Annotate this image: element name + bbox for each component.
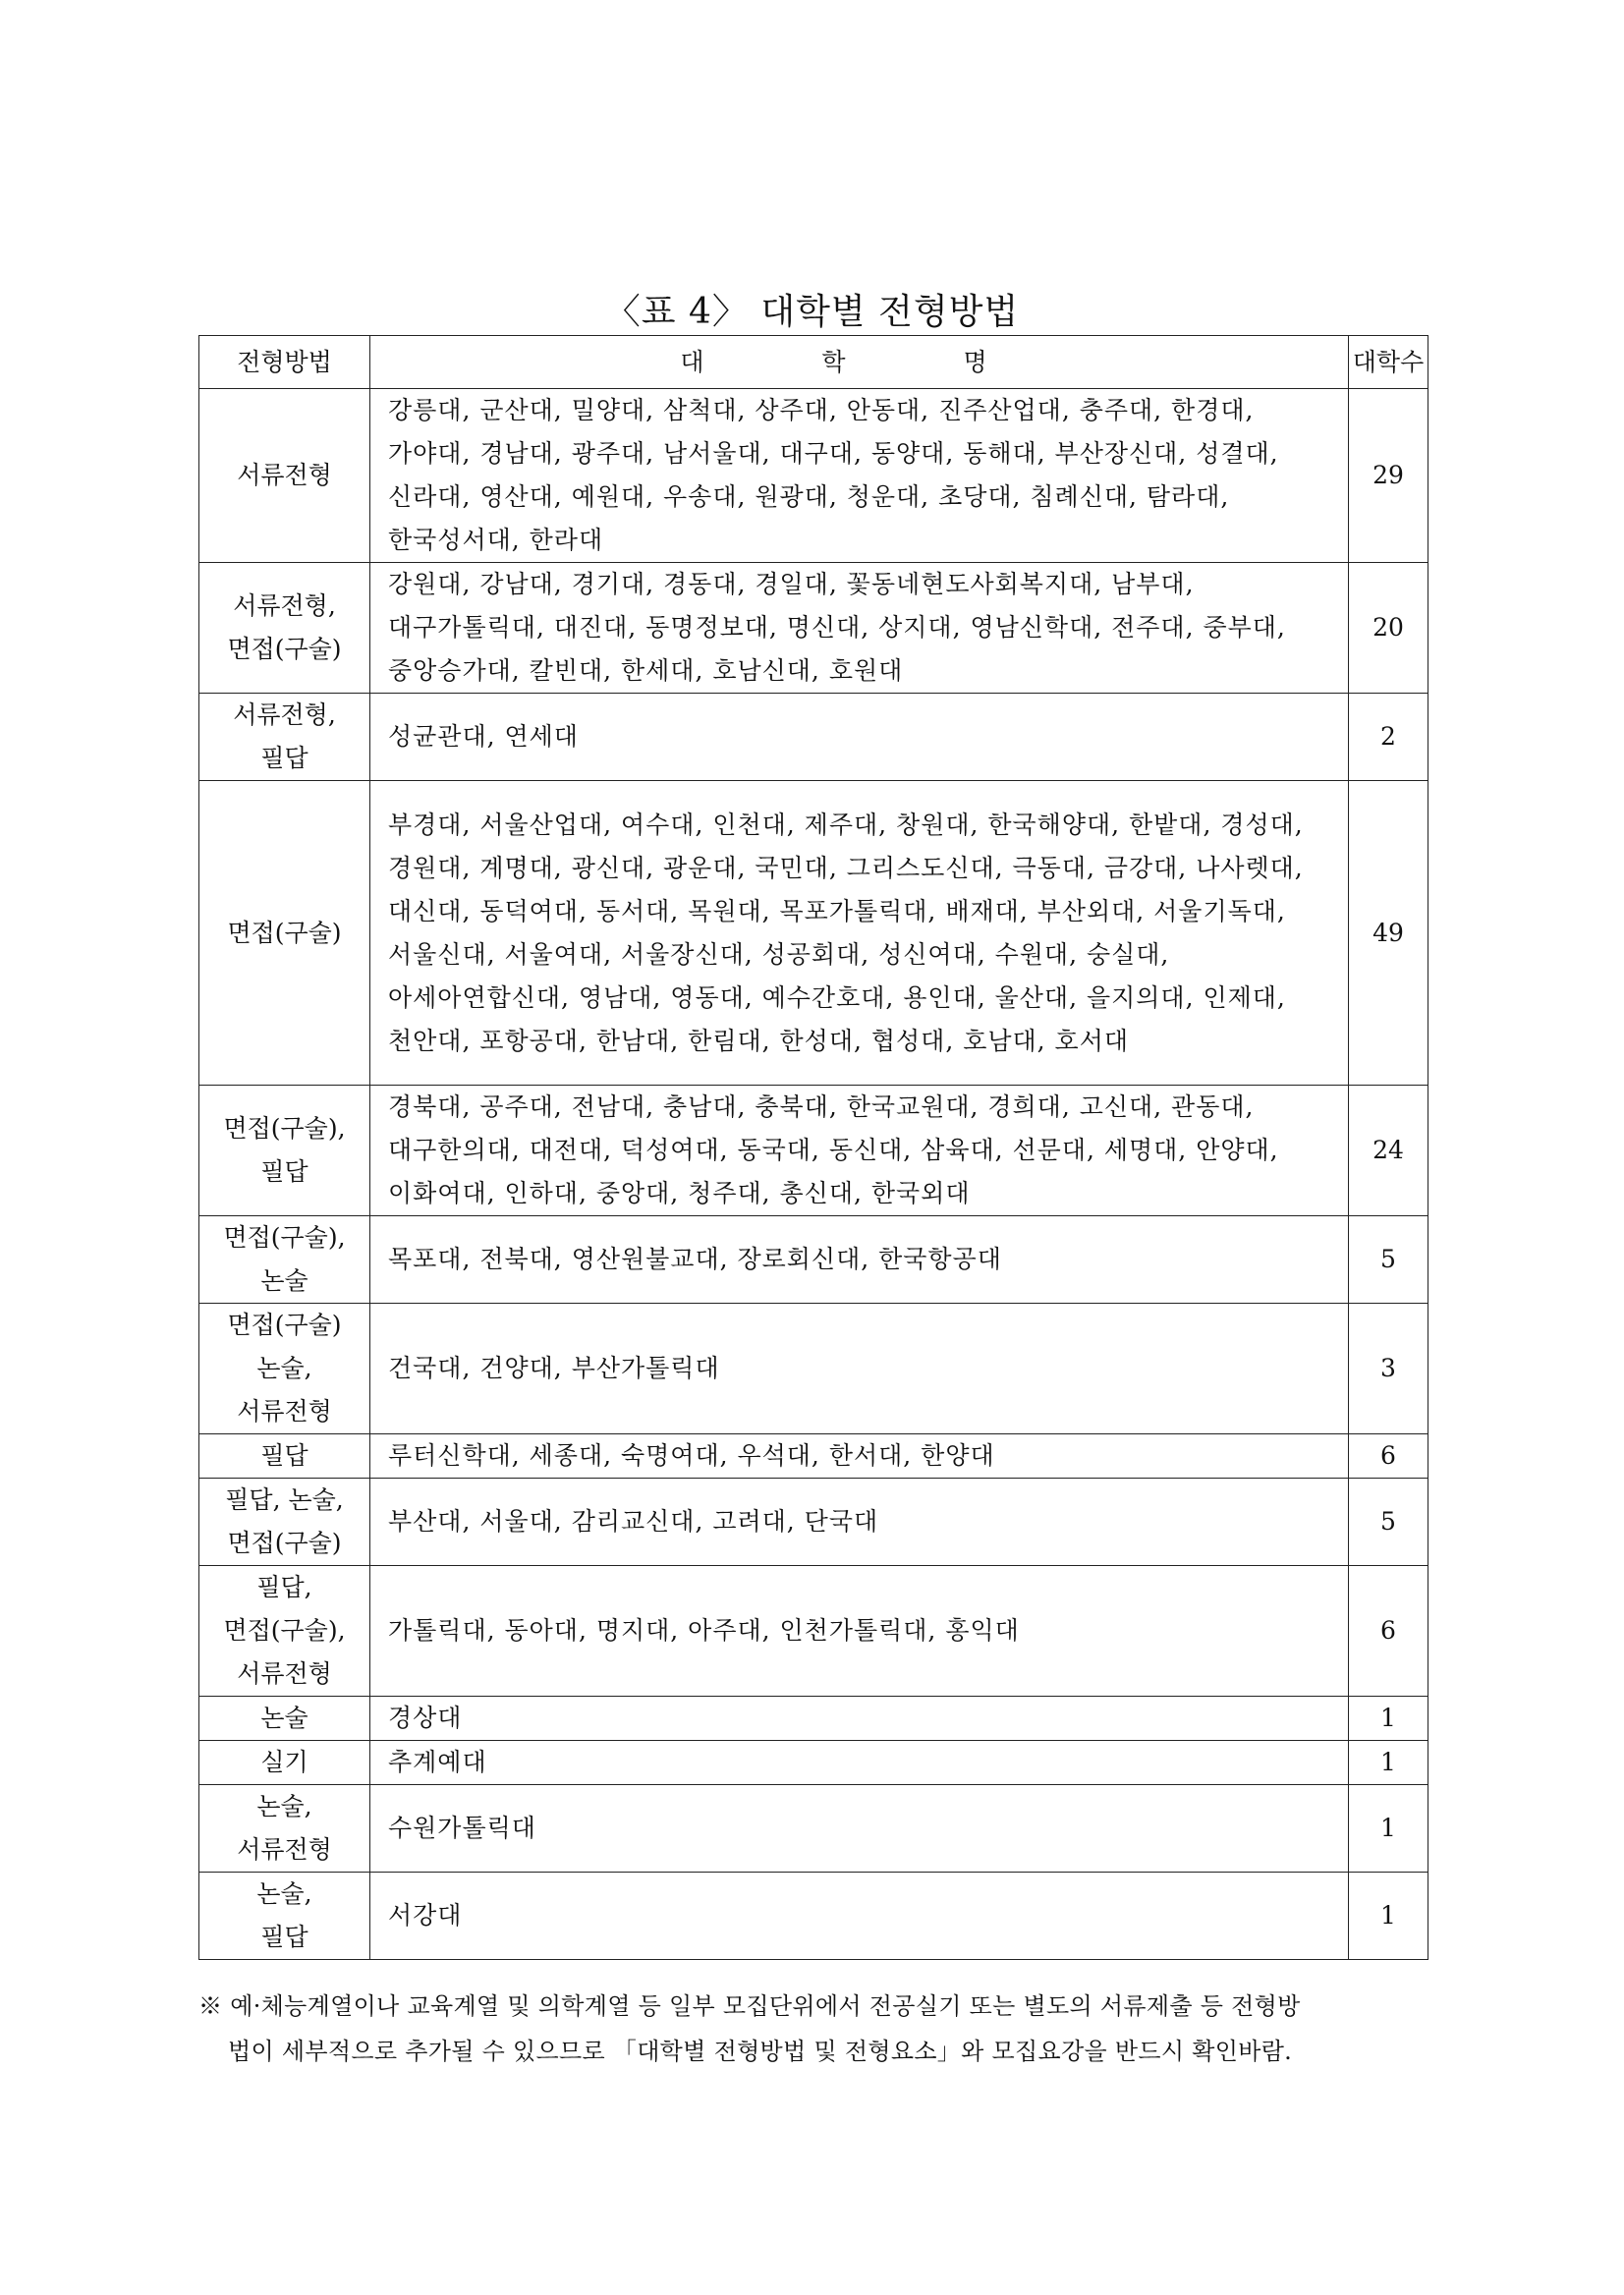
cell-count: 29 [1349, 389, 1428, 563]
method-line: 면접(구술) [227, 1311, 342, 1339]
cell-universities: 루터신학대, 세종대, 숙명여대, 우석대, 한서대, 한양대 [370, 1434, 1349, 1479]
method-line: 면접(구술), [223, 1114, 346, 1143]
method-line: 논술, [256, 1354, 312, 1382]
method-line: 서류전형 [237, 1659, 332, 1688]
method-line: 면접(구술) [227, 635, 342, 663]
table-row [199, 1566, 1428, 1697]
method-line: 서류전형, [233, 591, 336, 620]
table-row [199, 1304, 1428, 1434]
cell-universities: 성균관대, 연세대 [370, 694, 1349, 781]
header-method: 전형방법 [199, 336, 370, 389]
cell-count: 6 [1349, 1566, 1428, 1697]
table-row [199, 781, 1428, 1086]
method-line: 논술 [260, 1266, 308, 1295]
table-row [199, 389, 1428, 563]
method-line: 서류전형 [237, 1397, 332, 1426]
method-line: 논술, [256, 1792, 312, 1820]
table-row [199, 563, 1428, 694]
cell-method [199, 389, 370, 563]
footnote-line-1: ※ 예·체능계열이나 교육계열 및 의학계열 등 일부 모집단위에서 전공실기 또는 별도의 서류제출 등 전형방 [198, 1992, 1301, 2020]
cell-count: 5 [1349, 1216, 1428, 1304]
table-body [199, 389, 1428, 1960]
method-line: 논술 [260, 1704, 308, 1732]
cell-method [199, 1785, 370, 1873]
cell-universities: 서강대 [370, 1873, 1349, 1960]
method-line: 논술, [256, 1879, 312, 1908]
header-university: 대 학 명 [370, 336, 1349, 389]
table-row [199, 1479, 1428, 1566]
cell-universities: 강원대, 강남대, 경기대, 경동대, 경일대, 꽃동네현도사회복지대, 남부대, 대구가톨릭대, 대진대, 동명정보대, 명신대, 상지대, 영남신학대, 전주대, 중부대, 중앙승가대, 칼빈대, 한세대, 호남신대, 호원대 [370, 563, 1349, 694]
method-line: 서류전형 [237, 461, 332, 489]
method-line: 실기 [260, 1748, 308, 1776]
table-row [199, 1216, 1428, 1304]
cell-method [199, 1086, 370, 1216]
cell-count: 6 [1349, 1434, 1428, 1479]
table-header-row [199, 336, 1428, 389]
table-row [199, 1086, 1428, 1216]
method-line: 필답 [260, 744, 308, 772]
table-row [199, 1697, 1428, 1741]
cell-method [199, 1479, 370, 1566]
cell-method [199, 1434, 370, 1479]
method-line: 면접(구술) [227, 1529, 342, 1557]
table-row [199, 1873, 1428, 1960]
cell-universities: 경상대 [370, 1697, 1349, 1741]
method-line: 필답 [260, 1157, 308, 1186]
cell-count: 1 [1349, 1785, 1428, 1873]
cell-method [199, 563, 370, 694]
cell-universities: 경북대, 공주대, 전남대, 충남대, 충북대, 한국교원대, 경희대, 고신대, 관동대, 대구한의대, 대전대, 덕성여대, 동국대, 동신대, 삼육대, 선문대, 세명대, 안양대, 이화여대, 인하대, 중앙대, 청주대, 총신대, 한국외대 [370, 1086, 1349, 1216]
table-row [199, 694, 1428, 781]
method-line: 필답 [260, 1441, 308, 1470]
table-row [199, 1741, 1428, 1785]
table-title: 〈표 4〉 대학별 전형방법 [604, 292, 1020, 332]
cell-universities: 수원가톨릭대 [370, 1785, 1349, 1873]
admission-method-table [198, 335, 1428, 1960]
method-line: 서류전형 [237, 1835, 332, 1864]
method-line: 면접(구술), [223, 1616, 346, 1645]
cell-count: 24 [1349, 1086, 1428, 1216]
method-line: 면접(구술) [227, 918, 342, 947]
table-row [199, 1785, 1428, 1873]
cell-count: 2 [1349, 694, 1428, 781]
header-count: 대학수 [1349, 336, 1428, 389]
cell-count: 5 [1349, 1479, 1428, 1566]
cell-universities: 부경대, 서울산업대, 여수대, 인천대, 제주대, 창원대, 한국해양대, 한밭대, 경성대, 경원대, 계명대, 광신대, 광운대, 국민대, 그리스도신대, 극동대, 금강대, 나사렛대, 대신대, 동덕여대, 동서대, 목원대, 목포가톨릭대, 배재대, 부산외대, 서울기독대, 서울신대, 서울여대, 서울장신대, 성공회대, 성신여대, 수원대, 숭실대, 아세아연합신대, 영남대, 영동대, 예수간호대, 용인대, 울산대, 을지의대, 인제대, 천안대, 포항공대, 한남대, 한림대, 한성대, 협성대, 호남대, 호서대 [370, 781, 1349, 1086]
method-line: 필답, [256, 1573, 312, 1601]
cell-universities: 추계예대 [370, 1741, 1349, 1785]
cell-method [199, 1304, 370, 1434]
footnote [198, 1984, 1446, 2074]
cell-method [199, 1566, 370, 1697]
cell-count: 1 [1349, 1741, 1428, 1785]
cell-method [199, 1873, 370, 1960]
cell-count: 49 [1349, 781, 1428, 1086]
method-line: 필답, 논술, [225, 1485, 344, 1514]
cell-method [199, 694, 370, 781]
cell-method [199, 1697, 370, 1741]
cell-count: 3 [1349, 1304, 1428, 1434]
table-row [199, 1434, 1428, 1479]
cell-universities: 부산대, 서울대, 감리교신대, 고려대, 단국대 [370, 1479, 1349, 1566]
method-line: 서류전형, [233, 700, 336, 729]
cell-method [199, 1216, 370, 1304]
cell-universities: 목포대, 전북대, 영산원불교대, 장로회신대, 한국항공대 [370, 1216, 1349, 1304]
cell-universities: 강릉대, 군산대, 밀양대, 삼척대, 상주대, 안동대, 진주산업대, 충주대, 한경대, 가야대, 경남대, 광주대, 남서울대, 대구대, 동양대, 동해대, 부산장신대, 성결대, 신라대, 영산대, 예원대, 우송대, 원광대, 청운대, 초당대, 침례신대, 탐라대, 한국성서대, 한라대 [370, 389, 1349, 563]
cell-method [199, 781, 370, 1086]
cell-universities: 가톨릭대, 동아대, 명지대, 아주대, 인천가톨릭대, 홍익대 [370, 1566, 1349, 1697]
method-line: 면접(구술), [223, 1223, 346, 1252]
cell-count: 20 [1349, 563, 1428, 694]
footnote-line-2: 법이 세부적으로 추가될 수 있으므로 「대학별 전형방법 및 전형요소」와 모집요강을 반드시 확인바람. [228, 2038, 1293, 2065]
cell-method [199, 1741, 370, 1785]
cell-count: 1 [1349, 1697, 1428, 1741]
method-line: 필답 [260, 1923, 308, 1951]
cell-count: 1 [1349, 1873, 1428, 1960]
cell-universities: 건국대, 건양대, 부산가톨릭대 [370, 1304, 1349, 1434]
